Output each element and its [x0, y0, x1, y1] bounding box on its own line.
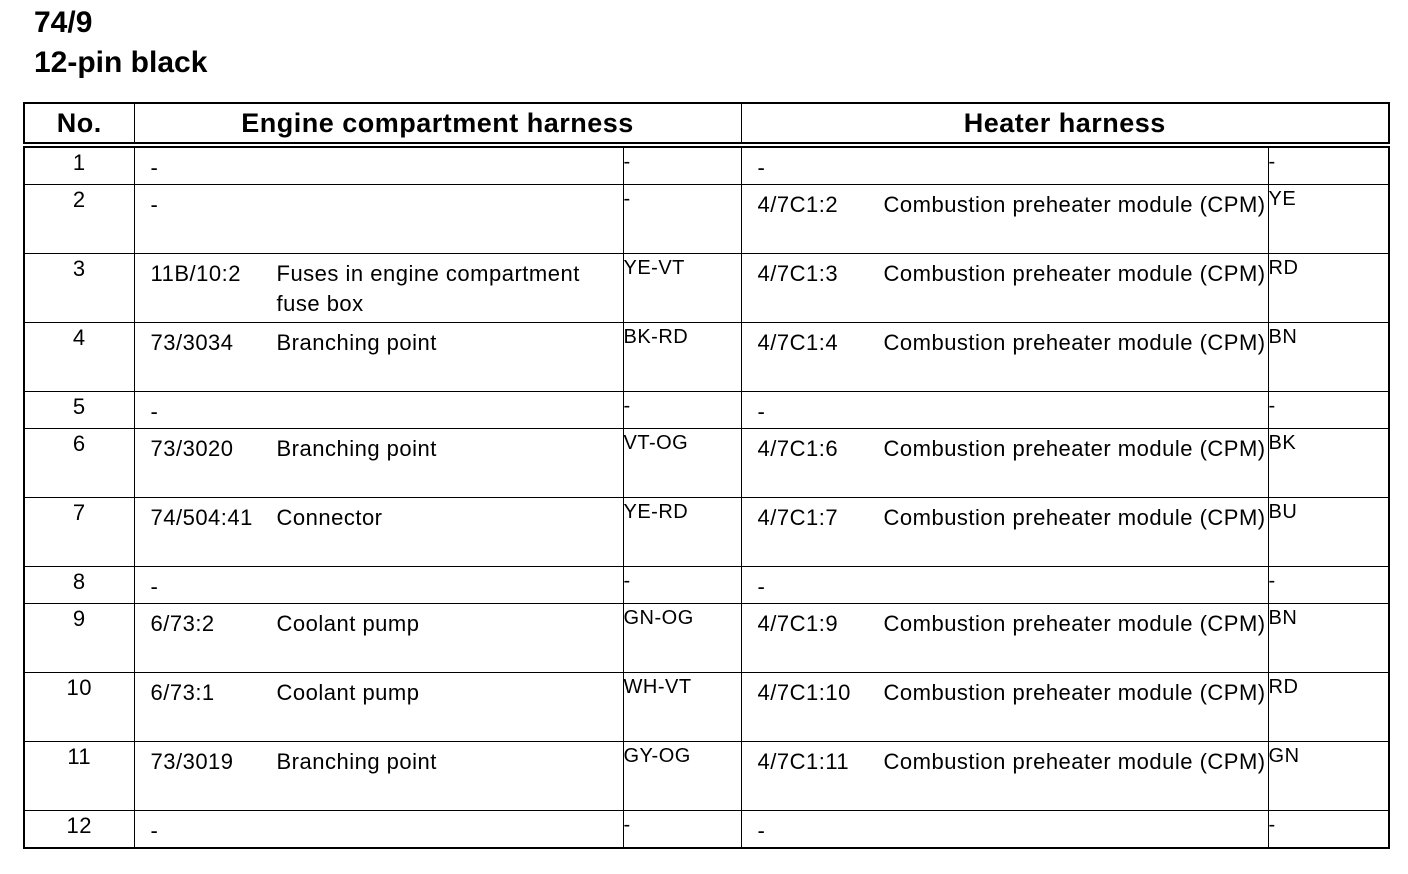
engine-component-code: 73/3019 [150, 749, 234, 774]
engine-wire-color: - [623, 185, 741, 254]
pin-number: 4 [24, 323, 134, 392]
engine-component-code: - [150, 574, 159, 599]
table-row [24, 567, 1389, 604]
engine-component-code: - [150, 818, 159, 843]
heater-component-code: 4/7C1:2 [757, 192, 839, 217]
heater-component-code: 4/7C1:3 [757, 261, 839, 286]
pin-number: 7 [24, 498, 134, 567]
engine-component-code: - [150, 155, 159, 180]
engine-harness-cell [134, 323, 623, 392]
heater-wire-color: RD [1268, 254, 1389, 323]
engine-wire-color: WH-VT [623, 673, 741, 742]
heater-wire-color: BK [1268, 429, 1389, 498]
pin-number: 12 [24, 811, 134, 849]
engine-wire-color: YE-RD [623, 498, 741, 567]
engine-harness-cell [134, 254, 623, 323]
heater-wire-color: - [1268, 567, 1389, 604]
engine-component-code: 11B/10:2 [150, 261, 241, 286]
heater-component-desc: Combustion preheater module (CPM) [883, 436, 1266, 461]
engine-component-code: 73/3034 [150, 330, 234, 355]
engine-component-desc [277, 816, 623, 846]
pin-number: 11 [24, 742, 134, 811]
heater-wire-color: - [1268, 145, 1389, 185]
heater-component-desc [884, 816, 1268, 846]
heater-harness-cell [741, 185, 1268, 254]
table-row [24, 323, 1389, 392]
engine-wire-color: - [623, 567, 741, 604]
heater-component-code: 4/7C1:6 [757, 436, 839, 461]
engine-harness-cell [134, 567, 623, 604]
header-no: No. [24, 103, 134, 145]
engine-component-desc: Branching point [276, 330, 437, 355]
heater-harness-cell [741, 392, 1268, 429]
engine-wire-color: - [623, 145, 741, 185]
pin-number: 3 [24, 254, 134, 323]
engine-component-desc [277, 572, 623, 602]
heater-component-code: 4/7C1:10 [757, 680, 851, 705]
engine-harness-cell [134, 392, 623, 429]
connector-id: 74/9 [34, 6, 93, 39]
engine-wire-color: YE-VT [623, 254, 741, 323]
table-row [24, 811, 1389, 849]
engine-component-code: - [150, 399, 159, 424]
heater-component-desc: Combustion preheater module (CPM) [883, 611, 1266, 636]
engine-component-desc [277, 153, 623, 183]
heater-component-desc [884, 153, 1268, 183]
pinout-table [23, 102, 1390, 849]
heater-wire-color: BN [1268, 323, 1389, 392]
header-engine-harness: Engine compartment harness [134, 103, 741, 145]
table-header-row [24, 103, 1389, 145]
heater-harness-cell [741, 604, 1268, 673]
heater-harness-cell [741, 567, 1268, 604]
heater-harness-cell [741, 742, 1268, 811]
engine-wire-color: GY-OG [623, 742, 741, 811]
heater-component-desc [884, 397, 1268, 427]
table-row [24, 604, 1389, 673]
engine-harness-cell [134, 742, 623, 811]
table-row [24, 673, 1389, 742]
pin-number: 8 [24, 567, 134, 604]
heater-wire-color: - [1268, 811, 1389, 849]
heater-harness-cell [741, 498, 1268, 567]
engine-component-code: 6/73:1 [150, 680, 215, 705]
engine-component-desc: Coolant pump [276, 611, 420, 636]
heater-wire-color: GN [1268, 742, 1389, 811]
pin-number: 6 [24, 429, 134, 498]
engine-wire-color: GN-OG [623, 604, 741, 673]
engine-component-desc: Fuses in engine compartment fuse box [276, 261, 580, 316]
engine-wire-color: - [623, 392, 741, 429]
engine-component-desc: Branching point [276, 749, 437, 774]
table-row [24, 742, 1389, 811]
heater-component-desc: Combustion preheater module (CPM) [883, 505, 1266, 530]
engine-component-desc: Coolant pump [276, 680, 420, 705]
pin-number: 2 [24, 185, 134, 254]
engine-wire-color: VT-OG [623, 429, 741, 498]
heater-component-code: - [757, 399, 766, 424]
heater-component-code: 4/7C1:4 [757, 330, 839, 355]
heater-component-desc: Combustion preheater module (CPM) [883, 680, 1266, 705]
engine-component-desc: Branching point [276, 436, 437, 461]
pin-number: 10 [24, 673, 134, 742]
engine-harness-cell [134, 811, 623, 849]
heater-component-code: 4/7C1:9 [757, 611, 839, 636]
heater-harness-cell [741, 811, 1268, 849]
heater-component-desc: Combustion preheater module (CPM) [883, 261, 1266, 286]
table-row [24, 498, 1389, 567]
engine-component-desc [277, 190, 623, 220]
engine-component-code: - [150, 192, 159, 217]
heater-harness-cell [741, 323, 1268, 392]
header-heater-harness: Heater harness [741, 103, 1389, 145]
engine-wire-color: BK-RD [623, 323, 741, 392]
engine-component-desc [277, 397, 623, 427]
heater-harness-cell [741, 429, 1268, 498]
engine-component-code: 6/73:2 [150, 611, 215, 636]
engine-harness-cell [134, 429, 623, 498]
engine-component-code: 73/3020 [150, 436, 234, 461]
engine-harness-cell [134, 673, 623, 742]
heater-component-desc: Combustion preheater module (CPM) [883, 749, 1266, 774]
engine-harness-cell [134, 604, 623, 673]
heater-component-code: 4/7C1:7 [757, 505, 839, 530]
pin-number: 9 [24, 604, 134, 673]
heater-component-code: - [757, 574, 766, 599]
heater-wire-color: - [1268, 392, 1389, 429]
engine-component-desc: Connector [276, 505, 383, 530]
table-row [24, 145, 1389, 185]
engine-harness-cell [134, 145, 623, 185]
heater-harness-cell [741, 673, 1268, 742]
heater-component-code: - [757, 818, 766, 843]
heater-wire-color: BN [1268, 604, 1389, 673]
heater-wire-color: BU [1268, 498, 1389, 567]
engine-wire-color: - [623, 811, 741, 849]
heater-component-desc: Combustion preheater module (CPM) [883, 192, 1266, 217]
engine-component-code: 74/504:41 [150, 505, 253, 530]
heater-wire-color: YE [1268, 185, 1389, 254]
table-row [24, 254, 1389, 323]
heater-harness-cell [741, 254, 1268, 323]
heater-component-desc: Combustion preheater module (CPM) [883, 330, 1266, 355]
heater-component-code: - [757, 155, 766, 180]
table-row [24, 185, 1389, 254]
table-row [24, 392, 1389, 429]
pin-number: 1 [24, 145, 134, 185]
heater-harness-cell [741, 145, 1268, 185]
pin-number: 5 [24, 392, 134, 429]
heater-wire-color: RD [1268, 673, 1389, 742]
heater-component-desc [884, 572, 1268, 602]
table-row [24, 429, 1389, 498]
engine-harness-cell [134, 185, 623, 254]
heater-component-code: 4/7C1:11 [757, 749, 850, 774]
engine-harness-cell [134, 498, 623, 567]
connector-description: 12-pin black [34, 46, 208, 79]
